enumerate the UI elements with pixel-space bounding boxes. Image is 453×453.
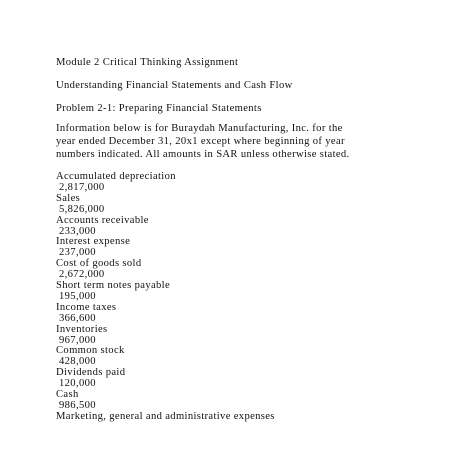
item-value: 195,000 bbox=[59, 290, 96, 302]
document-title: Module 2 Critical Thinking Assignment bbox=[56, 57, 239, 68]
item-label: Accounts receivable bbox=[56, 214, 149, 226]
item-label: Cost of goods sold bbox=[56, 258, 142, 270]
item-value: 967,000 bbox=[59, 334, 96, 346]
item-label: Short term notes payable bbox=[56, 280, 171, 291]
item-label: Common stock bbox=[56, 345, 125, 357]
item-label: Accumulated depreciation bbox=[56, 171, 176, 182]
item-label: Sales bbox=[56, 192, 81, 204]
item-label: Marketing, general and administrative expenses bbox=[56, 410, 275, 422]
problem-heading: Problem 2-1: Preparing Financial Statements bbox=[56, 103, 262, 114]
item-label: Inventories bbox=[56, 323, 108, 335]
item-label: Dividends paid bbox=[56, 367, 126, 379]
item-value: 5,826,000 bbox=[59, 203, 105, 215]
intro-line-1: Information below is for Buraydah Manufacturing, Inc. for the bbox=[56, 123, 343, 134]
item-value: 233,000 bbox=[59, 225, 96, 237]
item-value: 986,500 bbox=[59, 399, 96, 411]
item-label: Income taxes bbox=[56, 301, 117, 313]
item-value: 428,000 bbox=[59, 356, 96, 368]
item-value: 366,600 bbox=[59, 312, 96, 324]
item-label: Interest expense bbox=[56, 236, 131, 248]
item-value: 2,817,000 bbox=[59, 181, 105, 193]
item-value: 2,672,000 bbox=[59, 269, 105, 281]
item-value: 237,000 bbox=[59, 247, 96, 259]
intro-line-2: year ended December 31, 20x1 except where beginning of year bbox=[56, 136, 345, 147]
document-subtitle: Understanding Financial Statements and Cash Flow bbox=[56, 80, 293, 91]
intro-line-3: numbers indicated. All amounts in SAR unless otherwise stated. bbox=[56, 149, 350, 160]
item-value: 120,000 bbox=[59, 378, 96, 390]
item-label: Cash bbox=[56, 389, 79, 400]
